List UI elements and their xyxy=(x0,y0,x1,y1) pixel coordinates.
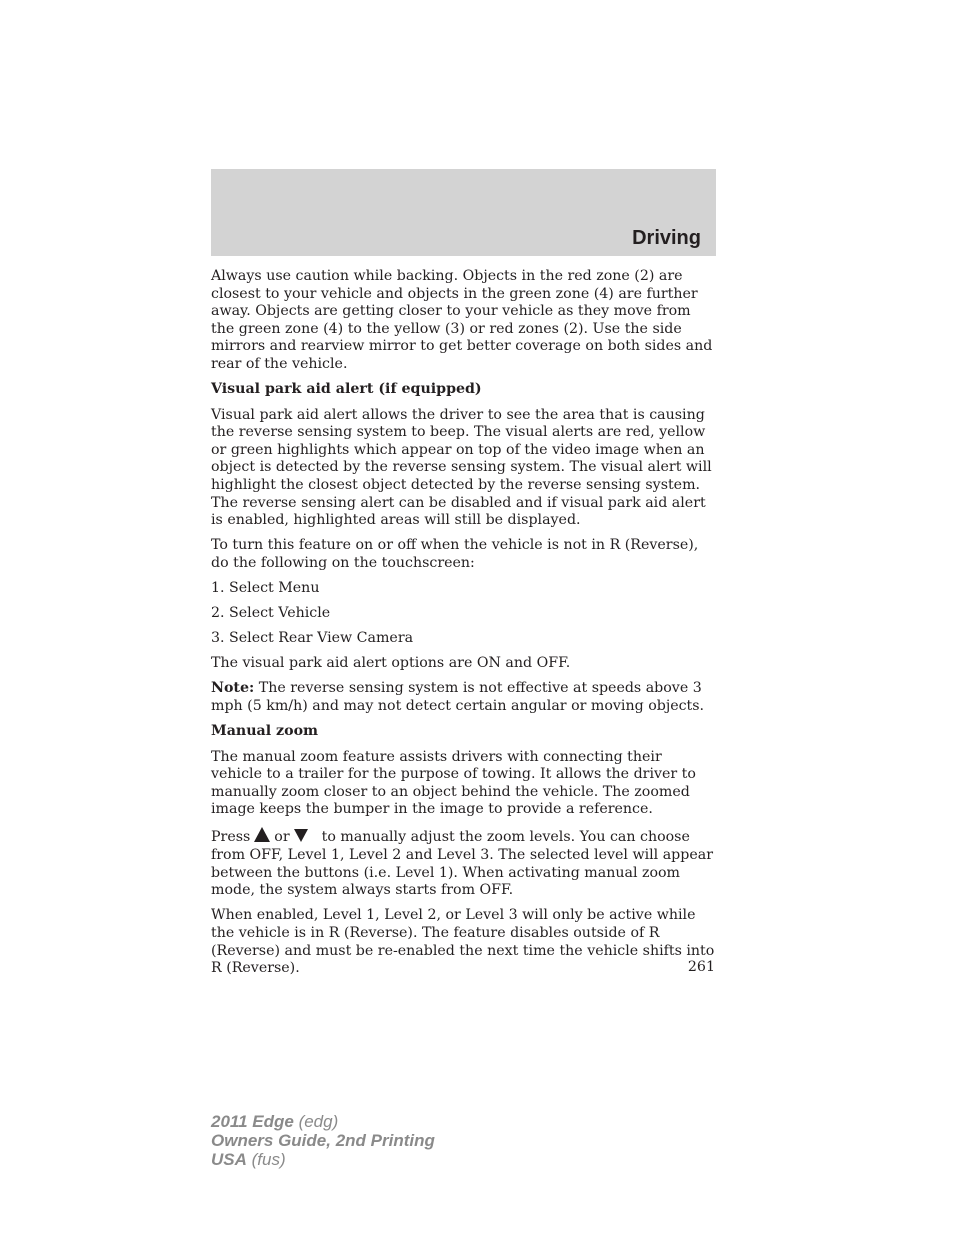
footer-model: 2011 Edge xyxy=(211,1112,294,1131)
manual-zoom-heading: Manual zoom xyxy=(211,723,319,740)
section-header-band xyxy=(211,169,716,256)
footer-market: USA xyxy=(211,1150,247,1169)
step-2: 2. Select Vehicle xyxy=(211,605,331,622)
footer-market-code: (fus) xyxy=(246,1150,286,1169)
enabled-paragraph: When enabled, Level 1, Level 2, or Level 3 will only be active while the vehicle is in R (Reverse). The feature disables outside of R (Reverse) and must be re-enabled the next time the vehicle shifts into R (Reverse). xyxy=(211,907,715,977)
footer-market-line xyxy=(211,1150,435,1169)
visual-alert-paragraph: Visual park aid alert allows the driver to see the area that is causing the reverse sensing system to beep. The visual alerts are red, yellow or green highlights which appear on top of the video image when an object is detected by the reverse sensing system. The visual alert will highlight the closest object detected by the reverse sensing system. The reverse sensing alert can be disabled and if visual park aid alert is enabled, highlighted areas will still be displayed. xyxy=(211,406,712,529)
page-number: 261 xyxy=(687,959,715,975)
page-content xyxy=(211,268,717,985)
note-text: The reverse sensing system is not effective at speeds above 3 mph (5 km/h) and may not detect certain angular or moving objects. xyxy=(211,680,705,714)
footer-imprint xyxy=(211,1112,435,1169)
press-rest: to manually adjust the zoom levels. You can choose from OFF, Level 1, Level 2 and Level 3. The selected level will appear between the buttons (i.e. Level 1). When activating manual zoom mode, the system always starts from OFF. xyxy=(211,828,713,899)
or-word: or xyxy=(274,828,290,845)
footer-guide: Owners Guide, 2nd Printing xyxy=(211,1131,435,1150)
footer-model-line xyxy=(211,1112,435,1131)
up-arrow-icon xyxy=(254,827,270,848)
step-1: 1. Select Menu xyxy=(211,580,320,596)
intro-paragraph: Always use caution while backing. Objects in the red zone (2) are closest to your vehicle and objects in the green zone (4) are further away. Objects are getting closer to your vehicle as they move from the green zone (4) to the yellow (3) or red zones (2). Use the side mirrors and rearview mirror to get better coverage on both sides and rear of the vehicle. xyxy=(211,268,713,372)
press-paragraph xyxy=(211,827,717,900)
section-title: Driving xyxy=(632,227,701,249)
step-3: 3. Select Rear View Camera xyxy=(211,630,414,647)
press-word: Press xyxy=(211,828,251,845)
options-paragraph: The visual park aid alert options are ON and OFF. xyxy=(211,655,571,672)
toggle-paragraph: To turn this feature on or off when the vehicle is not in R (Reverse), do the following on the touchscreen: xyxy=(211,537,699,571)
footer-model-code: (edg) xyxy=(293,1112,339,1131)
manual-zoom-paragraph: The manual zoom feature assists drivers with connecting their vehicle to a trailer for the purpose of towing. It allows the driver to manually zoom closer to an object behind the vehicle. The zoomed image keeps the bumper in the image to provide a reference. xyxy=(211,748,696,818)
down-arrow-icon xyxy=(294,829,308,848)
note-label: Note: xyxy=(211,680,255,697)
visual-alert-heading: Visual park aid alert (if equipped) xyxy=(211,381,482,398)
note-paragraph xyxy=(211,680,717,715)
